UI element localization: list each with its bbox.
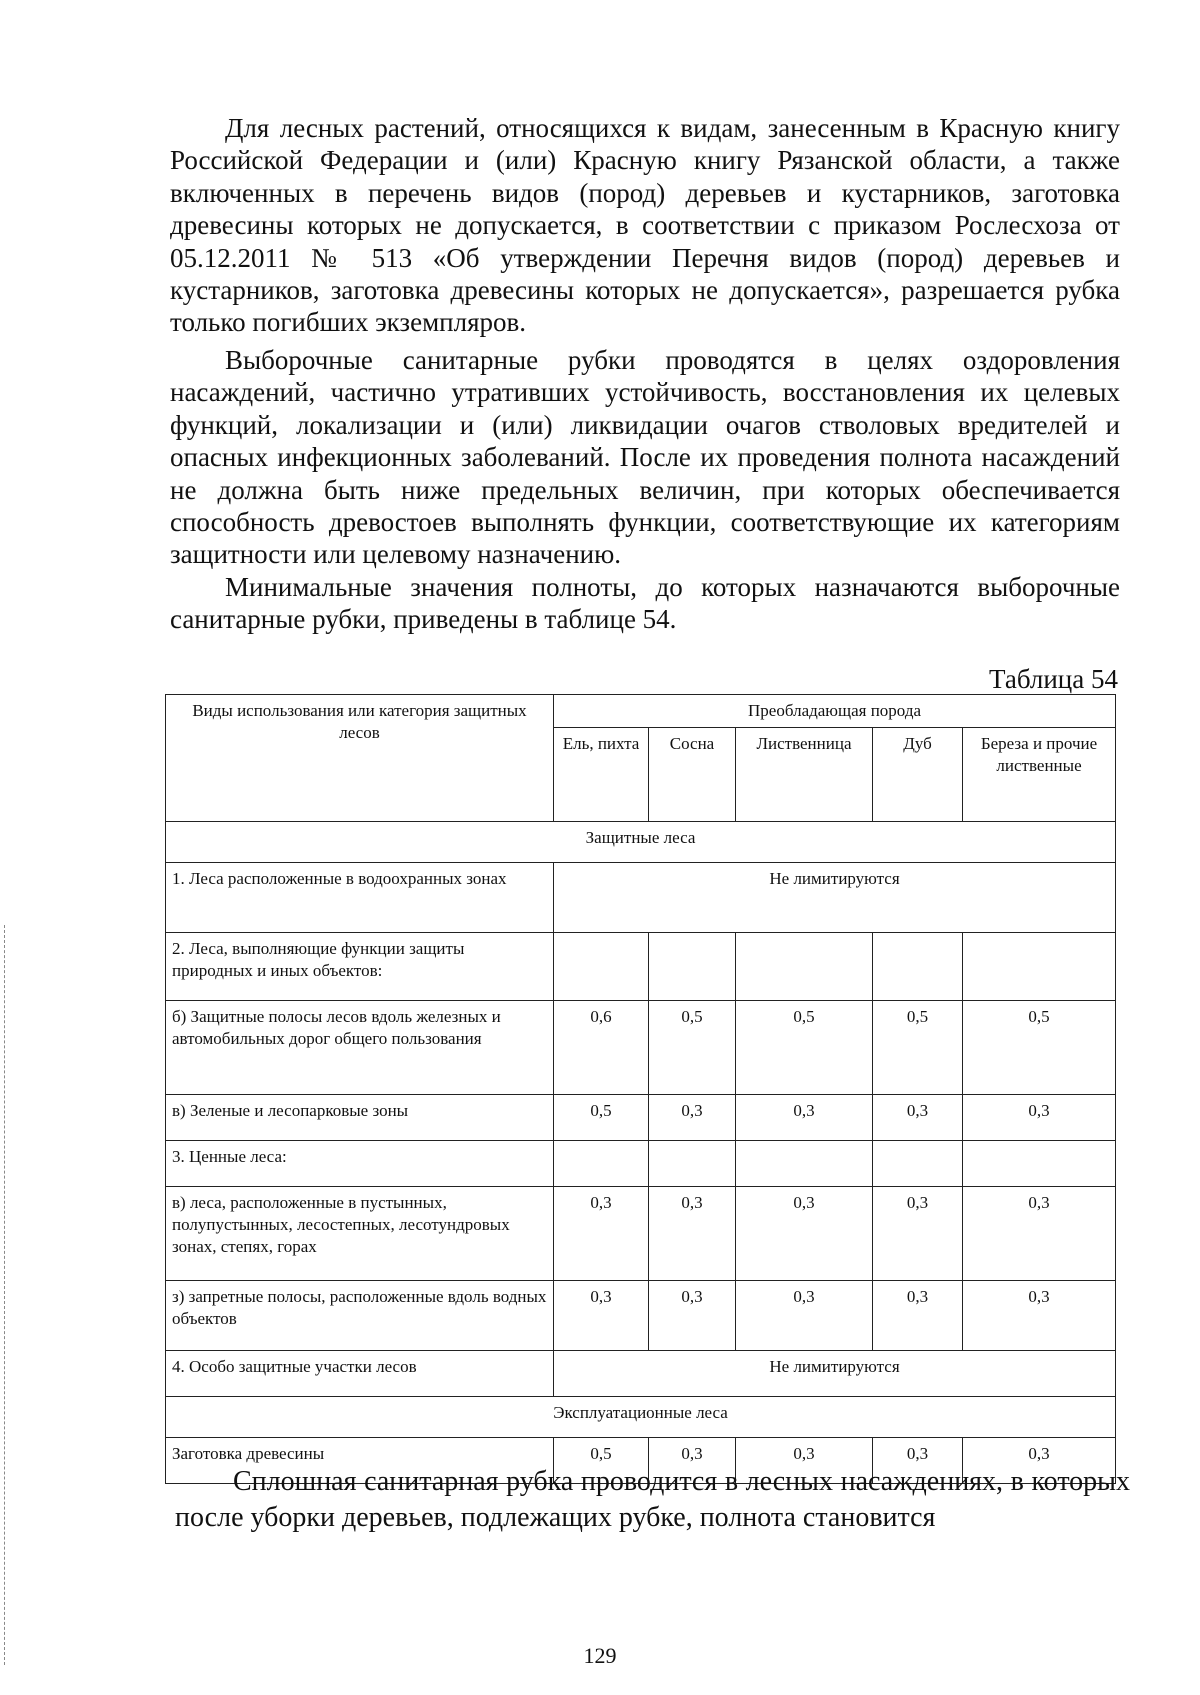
- empty-cell: [736, 933, 873, 1001]
- empty-cell: [963, 1141, 1116, 1187]
- header-species-birch: Береза и прочие лиственные: [963, 728, 1116, 822]
- value-cell: 0,5: [649, 1001, 736, 1095]
- row-value-not-limited: Не лимитируются: [554, 863, 1116, 933]
- paragraph-clear-sanitary-cutting: Сплошная санитарная рубка проводится в лесных насаждениях, в которых после уборки деревьев, подлежащих рубке, полнота становится: [175, 1466, 1130, 1533]
- value-cell: 0,3: [963, 1187, 1116, 1281]
- empty-cell: [963, 933, 1116, 1001]
- row-label: б) Защитные полосы лесов вдоль железных и автомобильных дорог общего пользования: [166, 1001, 554, 1095]
- value-cell: 0,3: [554, 1187, 649, 1281]
- table-row: [166, 1351, 1116, 1397]
- paragraph-selective-cuttings: Выборочные санитарные рубки проводятся в целях оздоровления насаждений, частично утративших устойчивость, восстановления их целевых функций, локализации и (или) ликвидации очагов стволовых вредителей и опасных инфекционных заболеваний. После их проведения полнота насаждений не должна быть ниже предельных величин, при которых обеспечивается способность древостоев выполнять функции, соответствующие их категориям защитности или целевому назначению.: [170, 345, 1120, 570]
- value-cell: 0,3: [736, 1281, 873, 1351]
- row-label: Заготовка древесины: [166, 1438, 554, 1484]
- paragraph-table-reference: Минимальные значения полноты, до которых назначаются выборочные санитарные рубки, приведены в таблице 54.: [170, 572, 1120, 635]
- section-row-protective: [166, 822, 1116, 863]
- value-cell: 0,3: [963, 1281, 1116, 1351]
- empty-cell: [649, 1141, 736, 1187]
- value-cell: 0,3: [963, 1095, 1116, 1141]
- value-cell: 0,3: [736, 1438, 873, 1484]
- empty-cell: [873, 1141, 963, 1187]
- value-cell: 0,5: [554, 1095, 649, 1141]
- value-cell: 0,3: [649, 1281, 736, 1351]
- stocking-density-table: [165, 694, 1116, 1484]
- value-cell: 0,5: [554, 1438, 649, 1484]
- empty-cell: [736, 1141, 873, 1187]
- empty-cell: [873, 933, 963, 1001]
- value-cell: 0,3: [873, 1095, 963, 1141]
- table-row: [166, 1141, 1116, 1187]
- header-species-oak: Дуб: [873, 728, 963, 822]
- value-cell: 0,3: [873, 1187, 963, 1281]
- table-row: [166, 1187, 1116, 1281]
- value-cell: 0,5: [963, 1001, 1116, 1095]
- table-row: [166, 863, 1116, 933]
- value-cell: 0,5: [736, 1001, 873, 1095]
- row-label: 4. Особо защитные участки лесов: [166, 1351, 554, 1397]
- table-row: [166, 1095, 1116, 1141]
- table-row: [166, 1001, 1116, 1095]
- value-cell: 0,3: [736, 1187, 873, 1281]
- scan-edge-mark: [4, 925, 6, 1665]
- value-cell: 0,3: [873, 1438, 963, 1484]
- value-cell: 0,5: [873, 1001, 963, 1095]
- value-cell: 0,3: [873, 1281, 963, 1351]
- table-row: [166, 933, 1116, 1001]
- empty-cell: [554, 1141, 649, 1187]
- row-label: в) леса, расположенные в пустынных, полупустынных, лесостепных, лесотундровых зонах, степях, горах: [166, 1187, 554, 1281]
- section-row-exploitation: [166, 1397, 1116, 1438]
- header-species-larch: Лиственница: [736, 728, 873, 822]
- row-value-not-limited: Не лимитируются: [554, 1351, 1116, 1397]
- paragraph-red-book-species: Для лесных растений, относящихся к видам, занесенным в Красную книгу Российской Федерации и (или) Красную книгу Рязанской области, а также включенных в перечень видов (пород) деревьев и кустарников, заготовка древесины которых не допускается, в соответствии с приказом Рослесхоза от 05.12.2011 № 513 «Об утверждении Перечня видов (пород) деревьев и кустарников, заготовка древесины которых не допускается», разрешается рубка только погибших экземпляров.: [170, 113, 1120, 338]
- row-label: з) запретные полосы, расположенные вдоль водных объектов: [166, 1281, 554, 1351]
- value-cell: 0,6: [554, 1001, 649, 1095]
- header-dominant-species: Преобладающая порода: [554, 695, 1116, 728]
- table-row: [166, 1281, 1116, 1351]
- value-cell: 0,3: [649, 1095, 736, 1141]
- value-cell: 0,3: [649, 1438, 736, 1484]
- section-protective-forests: Защитные леса: [166, 822, 1116, 863]
- section-exploitation-forests: Эксплуатационные леса: [166, 1397, 1116, 1438]
- page-number: 129: [583, 1643, 617, 1668]
- value-cell: 0,3: [963, 1438, 1116, 1484]
- header-species-spruce: Ель, пихта: [554, 728, 649, 822]
- row-label: 1. Леса расположенные в водоохранных зонах: [166, 863, 554, 933]
- row-label: 3. Ценные леса:: [166, 1141, 554, 1187]
- header-species-pine: Сосна: [649, 728, 736, 822]
- value-cell: 0,3: [649, 1187, 736, 1281]
- header-forest-category: Виды использования или категория защитных лесов: [166, 695, 554, 822]
- value-cell: 0,3: [736, 1095, 873, 1141]
- empty-cell: [554, 933, 649, 1001]
- row-label: в) Зеленые и лесопарковые зоны: [166, 1095, 554, 1141]
- empty-cell: [649, 933, 736, 1001]
- table-caption: Таблица 54: [989, 664, 1118, 694]
- row-label: 2. Леса, выполняющие функции защиты природных и иных объектов:: [166, 933, 554, 1001]
- value-cell: 0,3: [554, 1281, 649, 1351]
- table-header-row: [166, 695, 1116, 728]
